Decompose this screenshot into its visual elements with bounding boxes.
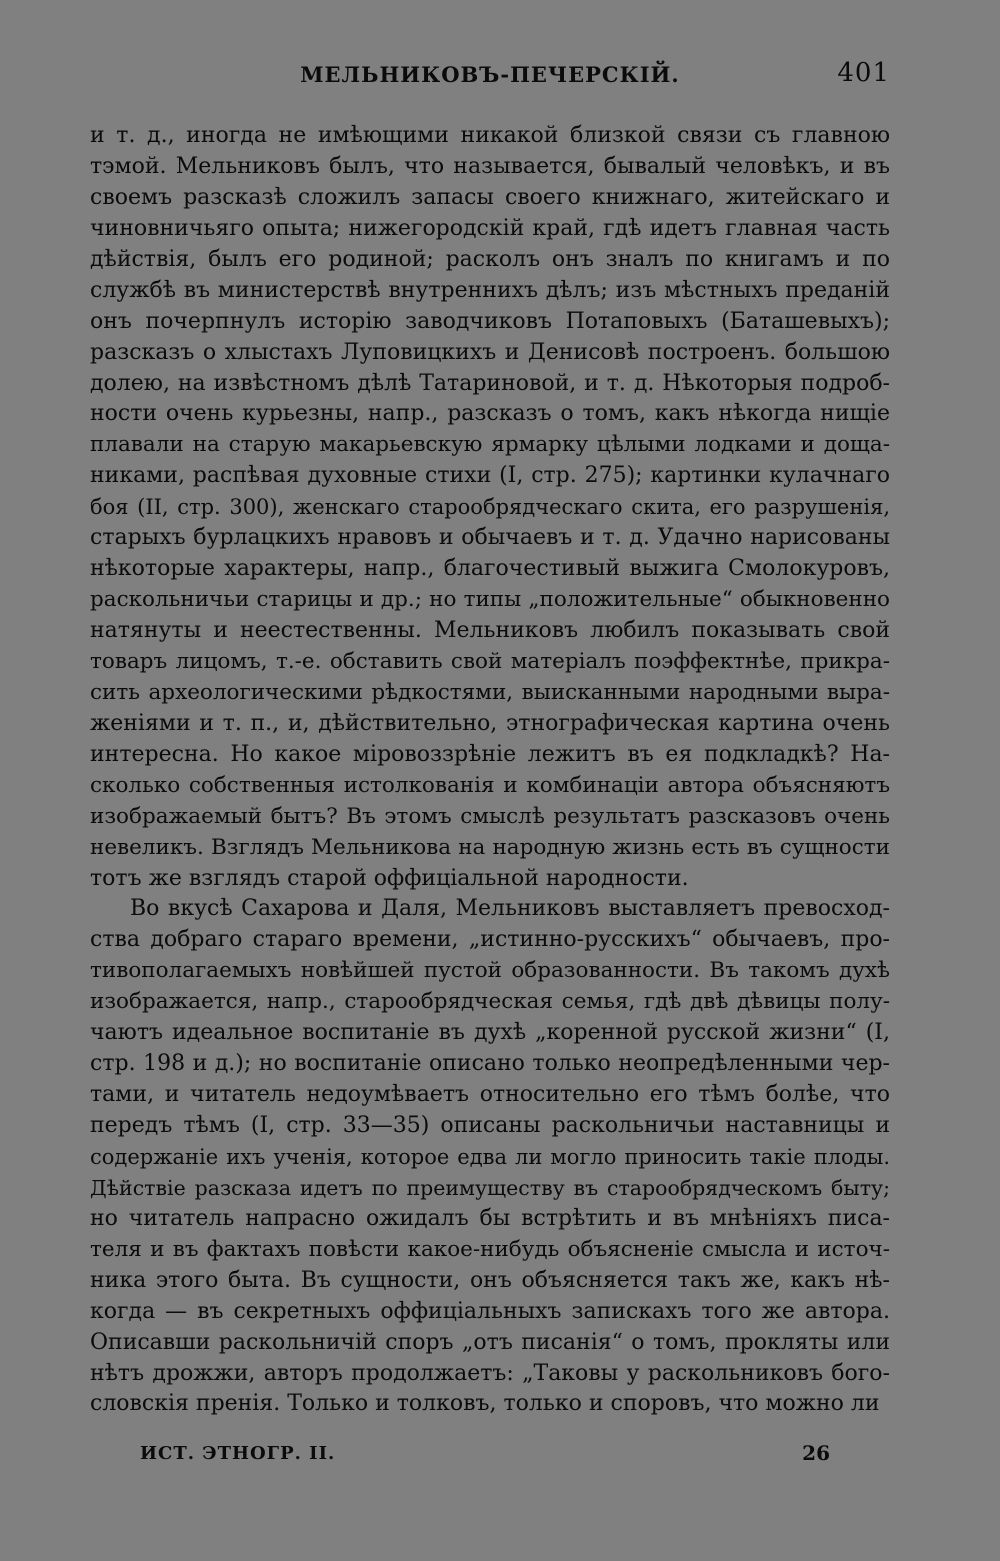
text-line: плавали на старую макарьевскую ярмарку цѣлыми лодками и доща- (90, 432, 890, 458)
text-line: чиновничьяго опыта; нижегородскій край, гдѣ идетъ главная часть (90, 215, 890, 241)
text-line: и т. д., иногда не имѣющими никакой близкой связи съ главною (90, 123, 890, 148)
text-line: содержаніе ихъ ученія, которое едва ли могло приносить такіе плоды. (90, 1144, 890, 1169)
text-line: женіями и т. п., и, дѣйствительно, этнографическая картина очень (90, 710, 890, 736)
sheet-number: 26 (802, 1441, 830, 1465)
text-line: теля и въ фактахъ повѣсти какое-нибудь объясненіе смысла и источ- (90, 1236, 890, 1262)
text-line: онъ почерпнулъ исторію заводчиковъ Потаповыхъ (Баташевыхъ); (90, 308, 890, 334)
page-number: 401 (837, 58, 890, 88)
text-line: товаръ лицомъ, т.-е. обставить свой матеріалъ поэффектнѣе, прикра- (90, 648, 890, 674)
text-line: когда — въ секретныхъ оффиціальныхъ запискахъ того же автора. (90, 1298, 890, 1324)
text-line: изображается, напр., старообрядческая семья, гдѣ двѣ дѣвицы полу- (90, 989, 890, 1015)
text-line: но читатель напрасно ожидалъ бы встрѣтить и въ мнѣніяхъ писа- (90, 1205, 890, 1231)
text-line: Дѣйствіе разсказа идетъ по преимуществу въ старообрядческомъ быту; (90, 1175, 890, 1200)
text-line: боя (II, стр. 300), женскаго старообрядческаго скита, его разрушенія, (90, 495, 890, 520)
text-line: службѣ въ министерствѣ внутреннихъ дѣлъ; изъ мѣстныхъ преданій (90, 277, 890, 303)
body-text (90, 121, 890, 1420)
signature-mark: ИСТ. ЭТНОГР. II. (140, 1443, 336, 1464)
text-line: сить археологическими рѣдкостями, выисканными народными выра- (90, 679, 890, 705)
page-header (88, 58, 892, 94)
text-line: нѣкоторые характеры, напр., благочестивый выжига Смолокуровъ, (90, 556, 890, 582)
text-line: раскольничьи старицы и др.; но типы „положительные“ обыкновенно (90, 587, 890, 613)
text-line: невеликъ. Взглядъ Мельникова на народную жизнь есть въ сущности (90, 834, 890, 860)
text-line: разсказъ о хлыстахъ Луповицкихъ и Денисовѣ построенъ. большою (90, 339, 890, 365)
page-footer (140, 1439, 830, 1469)
text-line: ства добраго стараго времени, „истинно-русскихъ“ обычаевъ, про- (90, 927, 890, 953)
text-line: интересна. Но какое міровоззрѣніе лежитъ въ ея подкладкѣ? На- (90, 741, 890, 767)
text-line: своемъ разсказѣ сложилъ запасы своего книжнаго, житейскаго и (90, 184, 890, 210)
text-line: тивополагаемыхъ новѣйшей пустой образованности. Въ такомъ духѣ (90, 958, 890, 984)
text-line: Во вкусѣ Сахарова и Даля, Мельниковъ выставляетъ превосход- (130, 896, 890, 922)
text-line: словскія пренія. Только и толковъ, только и споровъ, что можно ли (90, 1391, 880, 1417)
paragraph (90, 894, 890, 1420)
text-line: ника этого быта. Въ сущности, онъ объясняется такъ же, какъ нѣ- (90, 1267, 890, 1293)
text-line: ности очень курьезны, напр., разсказъ о томъ, какъ нѣкогда нищіе (90, 401, 890, 427)
text-line: долею, на извѣстномъ дѣлѣ Татариновой, и т. д. Нѣкоторыя подроб- (90, 370, 890, 396)
text-line: нѣтъ дрожжи, авторъ продолжаетъ: „Таковы у раскольниковъ бого- (90, 1360, 890, 1386)
text-line: тэмой. Мельниковъ былъ, что называется, бывалый человѣкъ, и въ (90, 153, 890, 179)
text-line: тами, и читатель недоумѣваетъ относительно его тѣмъ болѣе, что (90, 1082, 890, 1108)
text-line: сколько собственныя истолкованія и комбинаціи автора объясняютъ (90, 772, 890, 798)
text-line: тотъ же взглядъ старой оффиціальной народности. (90, 865, 689, 891)
text-line: натянуты и неестественны. Мельниковъ любилъ показывать свой (90, 618, 890, 643)
text-line: никами, распѣвая духовные стихи (I, стр. 275); картинки кулачнаго (90, 463, 890, 489)
text-line: передъ тѣмъ (I, стр. 33—35) описаны раскольничьи наставницы и (90, 1113, 890, 1138)
text-line: дѣйствія, былъ его родиной; расколъ онъ зналъ по книгамъ и по (90, 246, 890, 272)
text-line: старыхъ бурлацкихъ нравовъ и обычаевъ и т. д. Удачно нарисованы (90, 525, 890, 551)
text-line: стр. 198 и д.); но воспитаніе описано только неопредѣленными чер- (90, 1051, 890, 1077)
text-line: чаютъ идеальное воспитаніе въ духѣ „коренной русской жизни“ (I, (90, 1020, 890, 1046)
text-line: изображаемый бытъ? Въ этомъ смыслѣ результатъ разсказовъ очень (90, 803, 890, 829)
running-title: МЕЛЬНИКОВЪ-ПЕЧЕРСКІЙ. (300, 62, 680, 87)
text-line: Описавши раскольничій споръ „отъ писанія“ о томъ, прокляты или (90, 1329, 890, 1355)
paragraph (90, 121, 890, 894)
